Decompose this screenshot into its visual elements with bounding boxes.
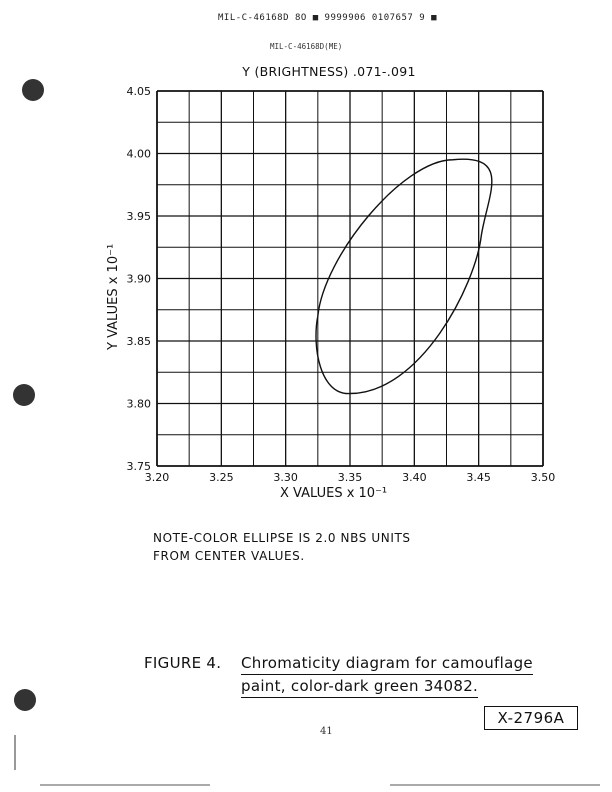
y-tick-label: 3.80 [126, 397, 151, 411]
binder-hole-icon [14, 689, 36, 711]
y-tick-labels [127, 85, 152, 473]
page-number: 41 [320, 726, 333, 737]
chart-grid [157, 91, 543, 466]
figure-caption-text [241, 652, 561, 698]
x-tick-label: 3.20 [144, 471, 170, 484]
note-line-2: FROM CENTER VALUES. [153, 549, 305, 563]
y-tick-label: 4.05 [126, 85, 151, 98]
x-axis-label: X VALUES x 10⁻¹ [280, 486, 388, 501]
x-tick-label: 3.40 [402, 471, 427, 484]
y-tick-label: 3.95 [126, 210, 151, 223]
x-tick-labels [145, 471, 556, 484]
ellipse-note [153, 529, 411, 565]
y-tick-label: 3.85 [126, 335, 151, 348]
caption-line-2: paint, color-dark green 34082. [241, 675, 478, 698]
binder-hole-icon [22, 79, 44, 101]
caption-line-1: Chromaticity diagram for camouflage [241, 652, 533, 675]
y-axis-label: Y VALUES x 10⁻¹ [106, 243, 121, 350]
y-tick-label: 4.00 [126, 147, 151, 161]
document-subheader: MIL-C-46168D(ME) [270, 42, 343, 51]
document-header: MIL-C-46168D 8O ■ 9999906 0107657 9 ■ [218, 13, 437, 23]
x-tick-label: 3.45 [466, 471, 491, 484]
x-tick-label: 3.50 [530, 471, 556, 484]
binder-hole-icon [13, 384, 35, 406]
color-ellipse [316, 159, 492, 393]
x-tick-label: 3.25 [209, 471, 234, 484]
note-line-1: NOTE-COLOR ELLIPSE IS 2.0 NBS UNITS [153, 531, 411, 545]
x-tick-label: 3.35 [337, 471, 363, 484]
figure-code-box: X-2796A [484, 706, 578, 730]
chart-title: Y (BRIGHTNESS) .071-.091 [242, 64, 416, 79]
y-tick-label: 3.75 [126, 460, 151, 473]
y-tick-label: 3.90 [126, 272, 151, 286]
x-tick-label: 3.30 [273, 471, 298, 484]
figure-label: FIGURE 4. [144, 654, 222, 672]
